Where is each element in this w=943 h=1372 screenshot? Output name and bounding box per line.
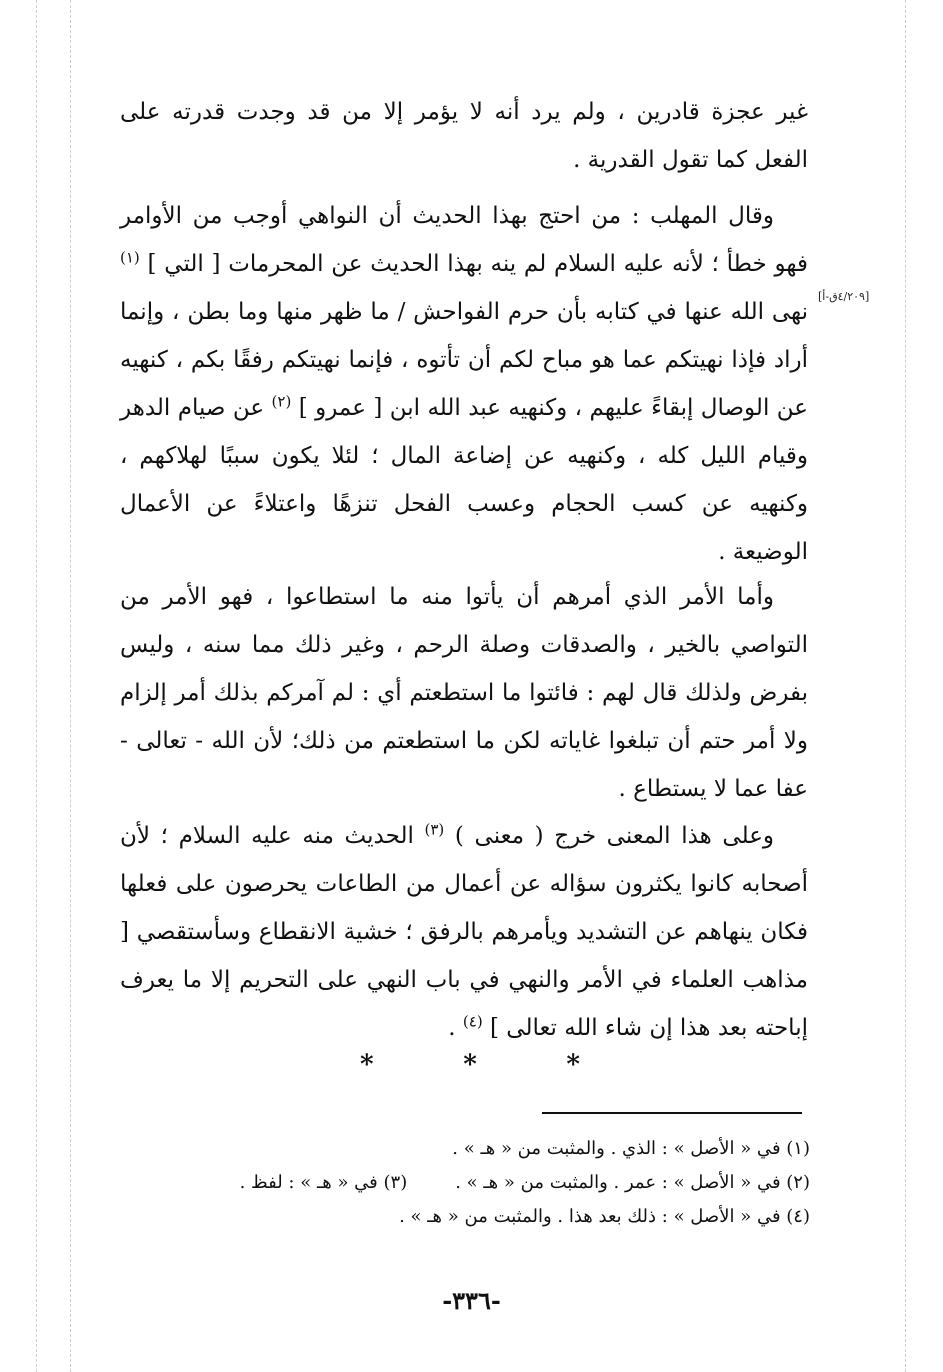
footnote-ref-3[interactable]: (٣) — [424, 820, 445, 839]
paragraph-3 — [120, 573, 808, 813]
margin-guide-left-inner — [70, 0, 71, 1372]
paragraph-4 — [120, 812, 808, 1052]
footnote-4: (٤) في « الأصل » : ذلك بعد هذا . والمثبت من « هـ » . — [399, 1206, 810, 1227]
paragraph-3-text: وأما الأمر الذي أمرهم أن يأتوا منه ما استطاعوا ، فهو الأمر من التواصي بالخير ، والصدقات وصلة الرحم ، وغير ذلك مما سنه ، وليس بفرض ولذلك قال لهم : فائتوا ما استطعتم أي : لم آمركم بذلك أمر إلزام ولا أمر حتم أن تبلغوا غاياته لكن ما استطعتم من ذلك؛ لأن الله - تعالى - عفا عما لا يستطاع . — [120, 584, 808, 802]
footnote-ref-2[interactable]: (٢) — [271, 392, 292, 411]
footnote-divider — [542, 1112, 802, 1114]
paragraph-4-part-a: وعلى هذا المعنى خرج ( معنى ) — [454, 823, 775, 849]
paragraph-2-part-b: نهى الله عنها في كتابه بأن حرم الفواحش / ما ظهر منها وما بطن ، وإنما أراد فإذا نهيتكم عما هو مباح لكم أن تأتوه ، فإنما نهيتكم رفقًا بكم ، كنهيه عن الوصال إبقاءً عليهم ، وكنهيه عبد الله ابن [ عمرو ] — [120, 299, 808, 421]
footnote-2: (٢) في « الأصل » : عمر . والمثبت من « هـ » . — [455, 1172, 810, 1193]
page-number: -٣٣٦- — [442, 1286, 501, 1315]
paragraph-4-text — [120, 812, 808, 1052]
paragraph-2-part-c: عن صيام الدهر وقيام الليل كله ، وكنهيه عن إضاعة المال ؛ لئلا يكون سببًا لهلاكهم ، وكنهيه عن كسب الحجام وعسب الفحل تنزهًا واعتلاءً عن الأعمال الوضيعة . — [120, 395, 808, 565]
paragraph-4-part-b: الحديث منه عليه السلام ؛ لأن أصحابه كانوا يكثرون سؤاله عن أعمال من الطاعات يحرصون على فعلها فكان ينهاهم عن التشديد ويأمرهم بالرفق ؛ خشية الانقطاع وسأستقصي [ مذاهب العلماء في الأمر والنهي في باب النهي على التحريم إلا ما يعرف إباحته بعد هذا إن شاء الله تعالى ] — [120, 823, 808, 1041]
footnote-ref-1[interactable]: (١) — [120, 248, 140, 267]
manuscript-folio-note: [٤/٢٠٩ق-أ] — [818, 290, 870, 303]
separator-star-icon: * — [566, 1050, 580, 1080]
separator-star-icon: * — [463, 1050, 477, 1080]
paragraph-1 — [120, 88, 808, 184]
footnote-row-2-3 — [130, 1166, 810, 1200]
separator-star-icon: * — [360, 1050, 374, 1080]
paragraph-1-text: غير عجزة قادرين ، ولم يرد أنه لا يؤمر إلا من قد وجدت قدرته على الفعل كما تقول القدرية . — [120, 99, 808, 173]
footnote-ref-4[interactable]: (٤) — [462, 1012, 483, 1031]
paragraph-2-text — [120, 192, 808, 576]
footnote-1: (١) في « الأصل » : الذي . والمثبت من « هـ » . — [452, 1138, 810, 1159]
margin-guide-left — [36, 0, 37, 1372]
footnotes — [130, 1132, 810, 1234]
margin-guide-right — [905, 0, 906, 1372]
paragraph-2 — [120, 192, 808, 576]
paragraph-4-part-c: . — [448, 1015, 456, 1041]
paragraph-2-part-a: وقال المهلب : من احتج بهذا الحديث أن النواهي أوجب من الأوامر فهو خطأ ؛ لأنه عليه السلام لم ينه بهذا الحديث عن المحرمات [ التي ] — [120, 203, 809, 277]
footnote-3: (٣) في « هـ » : لفظ . — [239, 1172, 408, 1193]
section-separator — [360, 1050, 580, 1080]
